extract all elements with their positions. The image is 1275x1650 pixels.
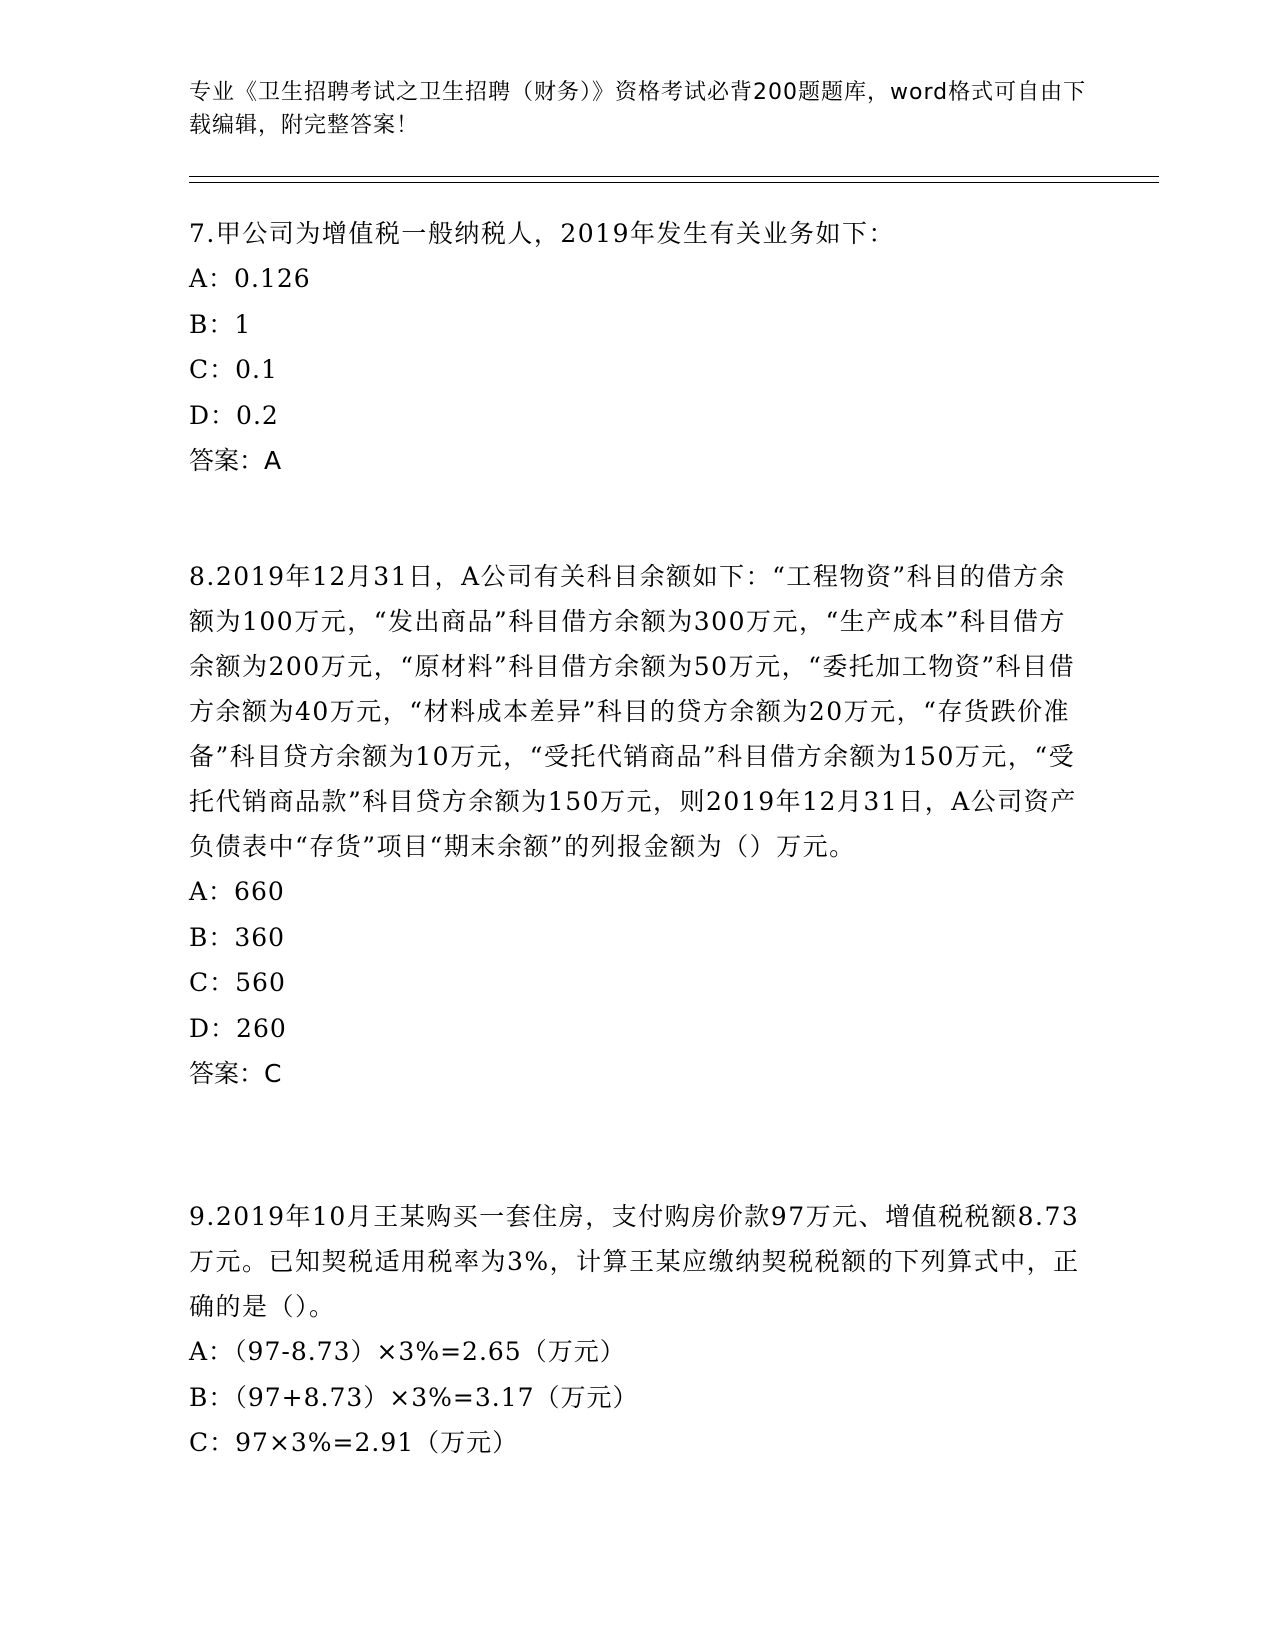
option-d: D：0.2 (189, 400, 279, 430)
option-a: A：660 (189, 877, 285, 906)
question-9 (189, 1194, 1089, 1466)
answer: 答案：A (189, 446, 282, 475)
question-stem: 7.甲公司为增值税一般纳税人，2019年发生有关业务如下： (189, 219, 895, 248)
option-d: D：260 (189, 1013, 287, 1043)
option-a: A：（97-8.73）×3%=2.65（万元） (189, 1337, 626, 1366)
document-header: 专业《卫生招聘考试之卫生招聘（财务）》资格考试必背200题题库，word格式可自由下载编辑，附完整答案！ (189, 80, 1087, 138)
option-c: C：0.1 (189, 355, 278, 384)
question-stem: 9.2019年10月王某购买一套住房，支付购房价款97万元、增值税税额8.73万元。已知契税适用税率为3%，计算王某应缴纳契税税额的下列算式中，正确的是（）。 (189, 1202, 1080, 1321)
header-divider-bottom (189, 182, 1159, 183)
header-divider-top (189, 176, 1159, 177)
question-stem: 8.2019年12月31日，A公司有关科目余额如下：“工程物资”科目的借方余额为100万元，“发出商品”科目借方余额为300万元，“生产成本”科目借方余额为200万元，“原材料”科目借方余额为50万元，“委托加工物资”科目借方余额为40万元，“材料成本差异”科目的贷方余额为20万元，“存货跌价准备”科目贷方余额为10万元，“受托代销商品”科目借方余额为150万元，“受托代销商品款”科目贷方余额为150万元，则2019年12月31日，A公司资产负债表中“存货”项目“期末余额”的列报金额为（）万元。 (189, 562, 1077, 861)
question-7 (189, 211, 1089, 483)
option-c: C：560 (189, 968, 286, 997)
option-c: C：97×3%=2.91（万元） (189, 1428, 519, 1457)
option-b: B：（97+8.73）×3%=3.17（万元） (189, 1382, 639, 1412)
question-8 (189, 554, 1089, 1096)
option-b: B：1 (189, 309, 252, 339)
option-a: A：0.126 (189, 264, 311, 293)
answer: 答案：C (189, 1059, 282, 1088)
option-b: B：360 (189, 922, 286, 952)
